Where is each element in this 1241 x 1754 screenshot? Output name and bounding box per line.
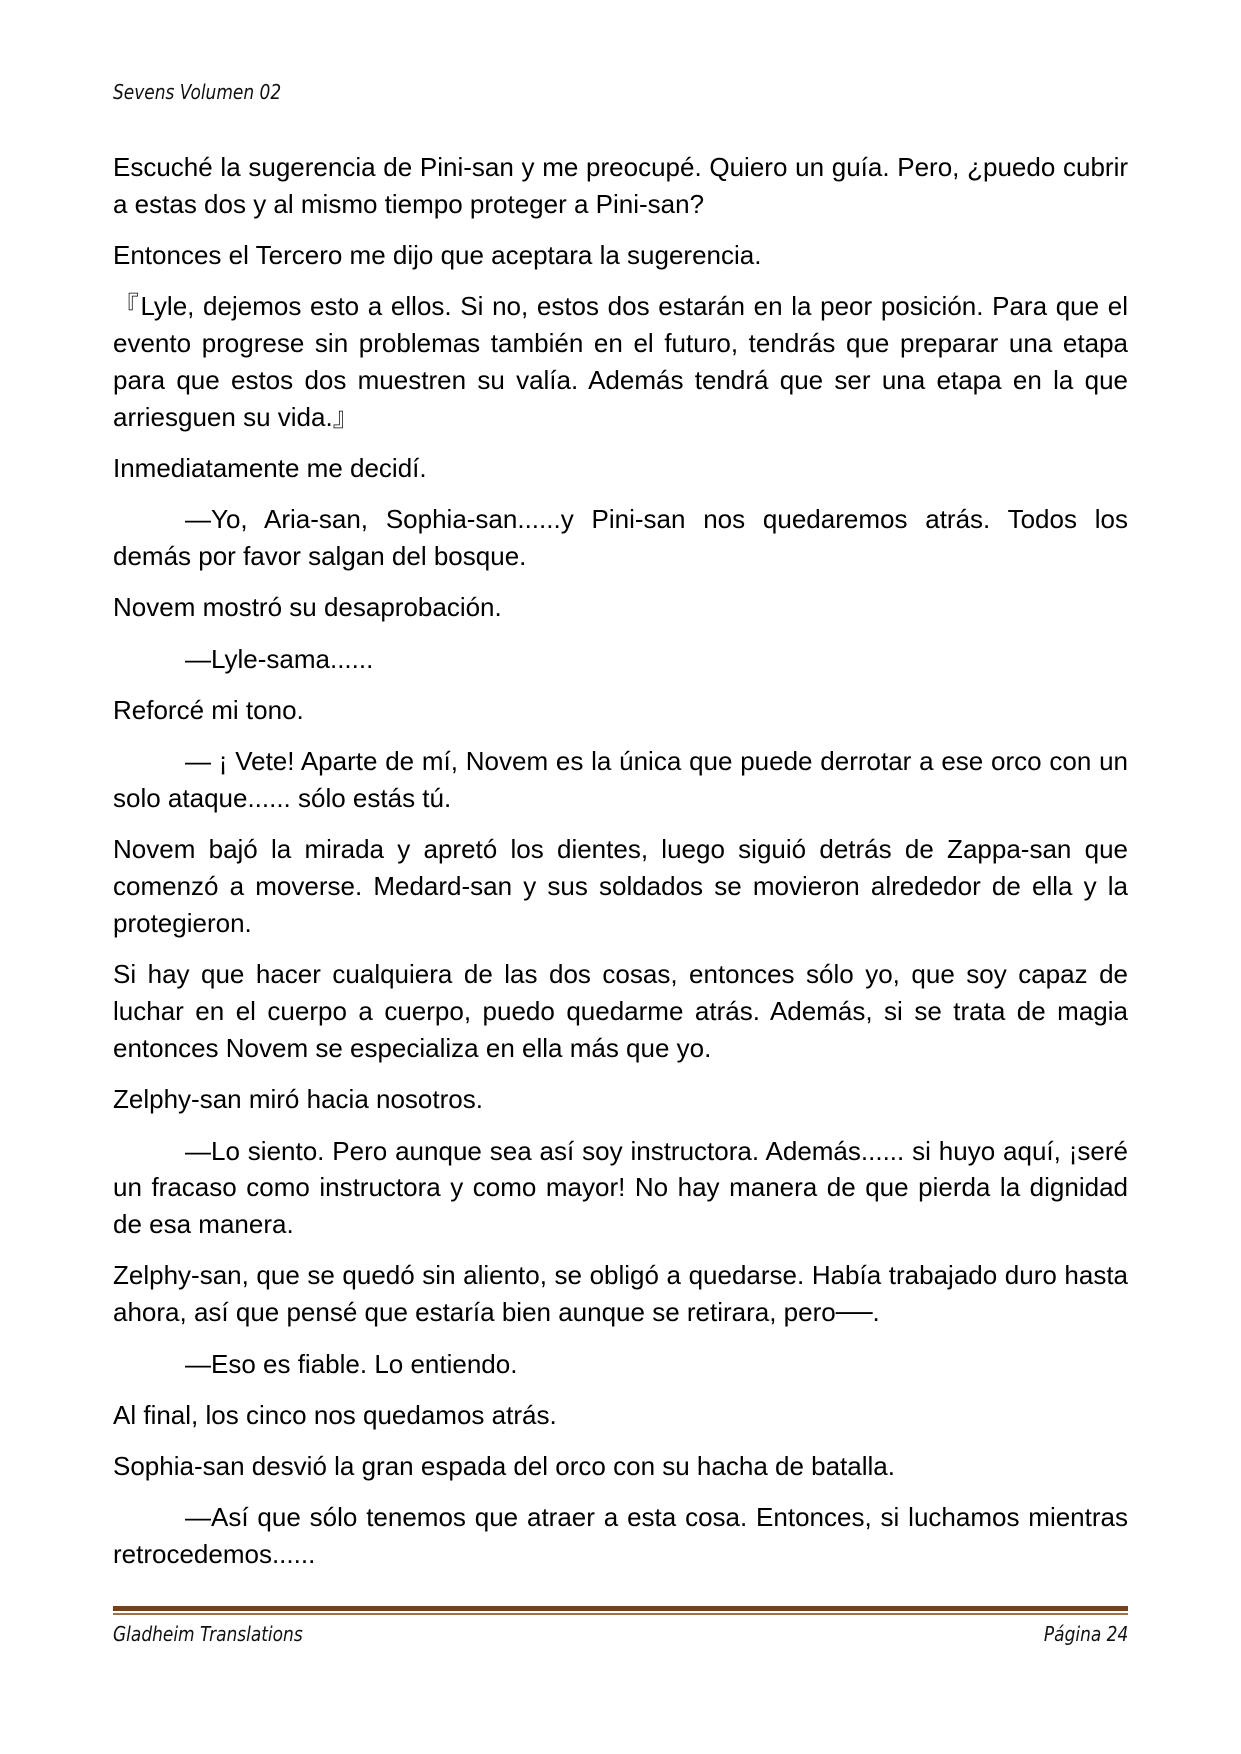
page-body (113, 149, 1128, 1588)
footer-page-number: Página 24 (1043, 1622, 1128, 1646)
footer-rule-thick (113, 1606, 1128, 1611)
narration-paragraph: 『Lyle, dejemos esto a ellos. Si no, estos dos estarán en la peor posición. Para que el evento progrese sin problemas también en el futuro, tendrás que preparar una etapa para que estos dos muestren su valía. Además tendrá que ser una etapa en la que arriesguen su vida.』 (113, 291, 1128, 432)
narration-paragraph: Entonces el Tercero me dijo que aceptara la sugerencia. (113, 240, 762, 271)
running-header: Sevens Volumen 02 (113, 80, 282, 104)
dialogue-paragraph: —Eso es fiable. Lo entiendo. (185, 1348, 518, 1379)
narration-paragraph: Zelphy-san, que se quedó sin aliento, se obligó a quedarse. Había trabajado duro hasta ahora, así que pensé que estaría bien aunque se retirara, pero──. (113, 1260, 1128, 1328)
dialogue-paragraph: — ¡ Vete! Aparte de mí, Novem es la única que puede derrotar a ese orco con un solo ataque...... sólo estás tú. (113, 746, 1128, 814)
dialogue-paragraph: —Así que sólo tenemos que atraer a esta cosa. Entonces, si luchamos mientras retrocedemos...... (113, 1502, 1128, 1570)
narration-paragraph: Zelphy-san miró hacia nosotros. (113, 1084, 483, 1115)
narration-paragraph: Inmediatamente me decidí. (113, 453, 427, 484)
dialogue-paragraph: —Yo, Aria-san, Sophia-san......y Pini-san nos quedaremos atrás. Todos los demás por favor salgan del bosque. (113, 504, 1128, 572)
narration-paragraph: Novem bajó la mirada y apretó los dientes, luego siguió detrás de Zappa-san que comenzó a moverse. Medard-san y sus soldados se movieron alrededor de ella y la protegieron. (113, 834, 1128, 939)
narration-paragraph: Escuché la sugerencia de Pini-san y me preocupé. Quiero un guía. Pero, ¿puedo cubrir a estas dos y al mismo tiempo proteger a Pini-san? (113, 152, 1128, 219)
narration-paragraph: Si hay que hacer cualquiera de las dos cosas, entonces sólo yo, que soy capaz de luchar en el cuerpo a cuerpo, puedo quedarme atrás. Además, si se trata de magia entonces Novem se especializa en ella más que yo. (113, 959, 1128, 1063)
dialogue-paragraph: —Lo siento. Pero aunque sea así soy instructora. Además...... si huyo aquí, ¡seré un fracaso como instructora y como mayor! No hay manera de que pierda la dignidad de esa manera. (113, 1135, 1128, 1240)
narration-paragraph: Reforcé mi tono. (113, 695, 304, 726)
narration-paragraph: Sophia-san desvió la gran espada del orco con su hacha de batalla. (113, 1451, 895, 1482)
footer-publisher: Gladheim Translations (113, 1622, 303, 1646)
dialogue-paragraph: —Lyle-sama...... (185, 643, 374, 674)
footer-rule-thin (113, 1613, 1128, 1615)
narration-paragraph: Al final, los cinco nos quedamos atrás. (113, 1399, 557, 1430)
narration-paragraph: Novem mostró su desaprobación. (113, 592, 502, 623)
